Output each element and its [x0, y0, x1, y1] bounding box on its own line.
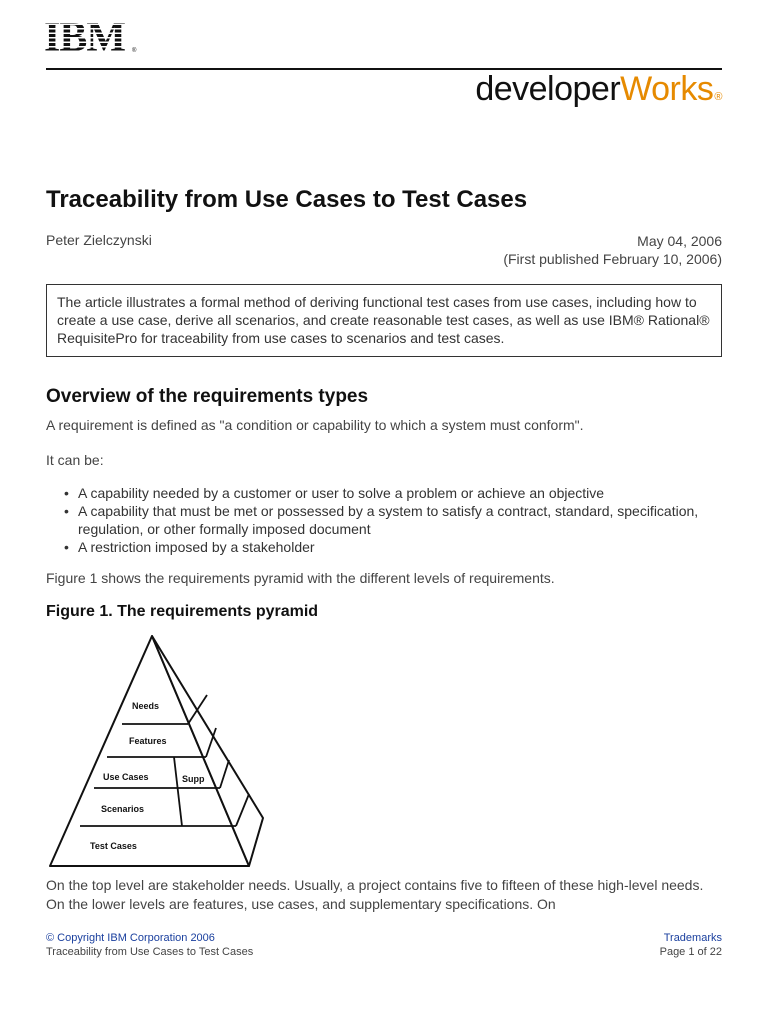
pyramid-label-features: Features	[129, 736, 167, 746]
ibm-logo	[44, 16, 140, 56]
copyright-link[interactable]: © Copyright IBM Corporation 2006	[46, 932, 215, 944]
pyramid-label-supp: Supp	[182, 774, 205, 784]
definition-paragraph: A requirement is defined as "a condition or capability to which a system must conform".	[46, 417, 584, 433]
body-paragraph: On the top level are stakeholder needs. Usually, a project contains five to fifteen of these high-level needs. On the lower levels are features, use cases, and supplementary specifications. On	[46, 877, 704, 912]
footer-right	[660, 931, 722, 959]
figure-caption: Figure 1. The requirements pyramid	[46, 603, 319, 620]
it-can-be-paragraph: It can be:	[46, 452, 104, 468]
section-heading: Overview of the requirements types	[46, 386, 369, 407]
list-item: • A restriction imposed by a stakeholder	[64, 538, 704, 556]
trademarks-link[interactable]: Trademarks	[663, 932, 722, 944]
article-date: May 04, 2006	[637, 233, 722, 249]
requirements-pyramid-diagram	[44, 632, 274, 872]
abstract-box: The article illustrates a formal method of deriving functional test cases from use cases, including how to create a use case, derive all scenarios, and create reasonable test cases, as well as use IBM® Rational® RequisitePro for traceability from use cases to scenarios and test cases.	[46, 284, 722, 357]
pyramid-label-scenarios: Scenarios	[101, 804, 145, 814]
footer-left	[46, 931, 253, 959]
brand-left: developer	[475, 70, 621, 108]
list-item: • A capability that must be met or possessed by a system to satisfy a contract, standard, specification, regulation, or other formally imposed document	[64, 502, 704, 538]
svg-text:®: ®	[132, 48, 137, 54]
pyramid-label-test-cases: Test Cases	[90, 841, 137, 851]
first-published-date: (First published February 10, 2006)	[503, 251, 722, 267]
list-item: • A capability needed by a customer or user to solve a problem or achieve an objective	[64, 484, 704, 502]
pyramid-label-needs: Needs	[132, 701, 160, 711]
ibm-logo-text: IBM	[44, 16, 125, 56]
footer-doc-title: Traceability from Use Cases to Test Cases	[46, 946, 254, 958]
article-title: Traceability from Use Cases to Test Cases	[46, 186, 528, 213]
author-name: Peter Zielczynski	[46, 232, 152, 248]
brand-right: Works	[620, 70, 714, 108]
developerworks-brand	[475, 70, 722, 109]
pyramid-label-use-cases: Use Cases	[103, 772, 149, 782]
page-number: Page 1 of 22	[659, 946, 722, 958]
publication-dates	[503, 232, 722, 268]
brand-mark: ®	[714, 91, 722, 103]
figure-intro-paragraph: Figure 1 shows the requirements pyramid with the different levels of requirements.	[46, 570, 555, 586]
requirements-list	[64, 484, 704, 556]
